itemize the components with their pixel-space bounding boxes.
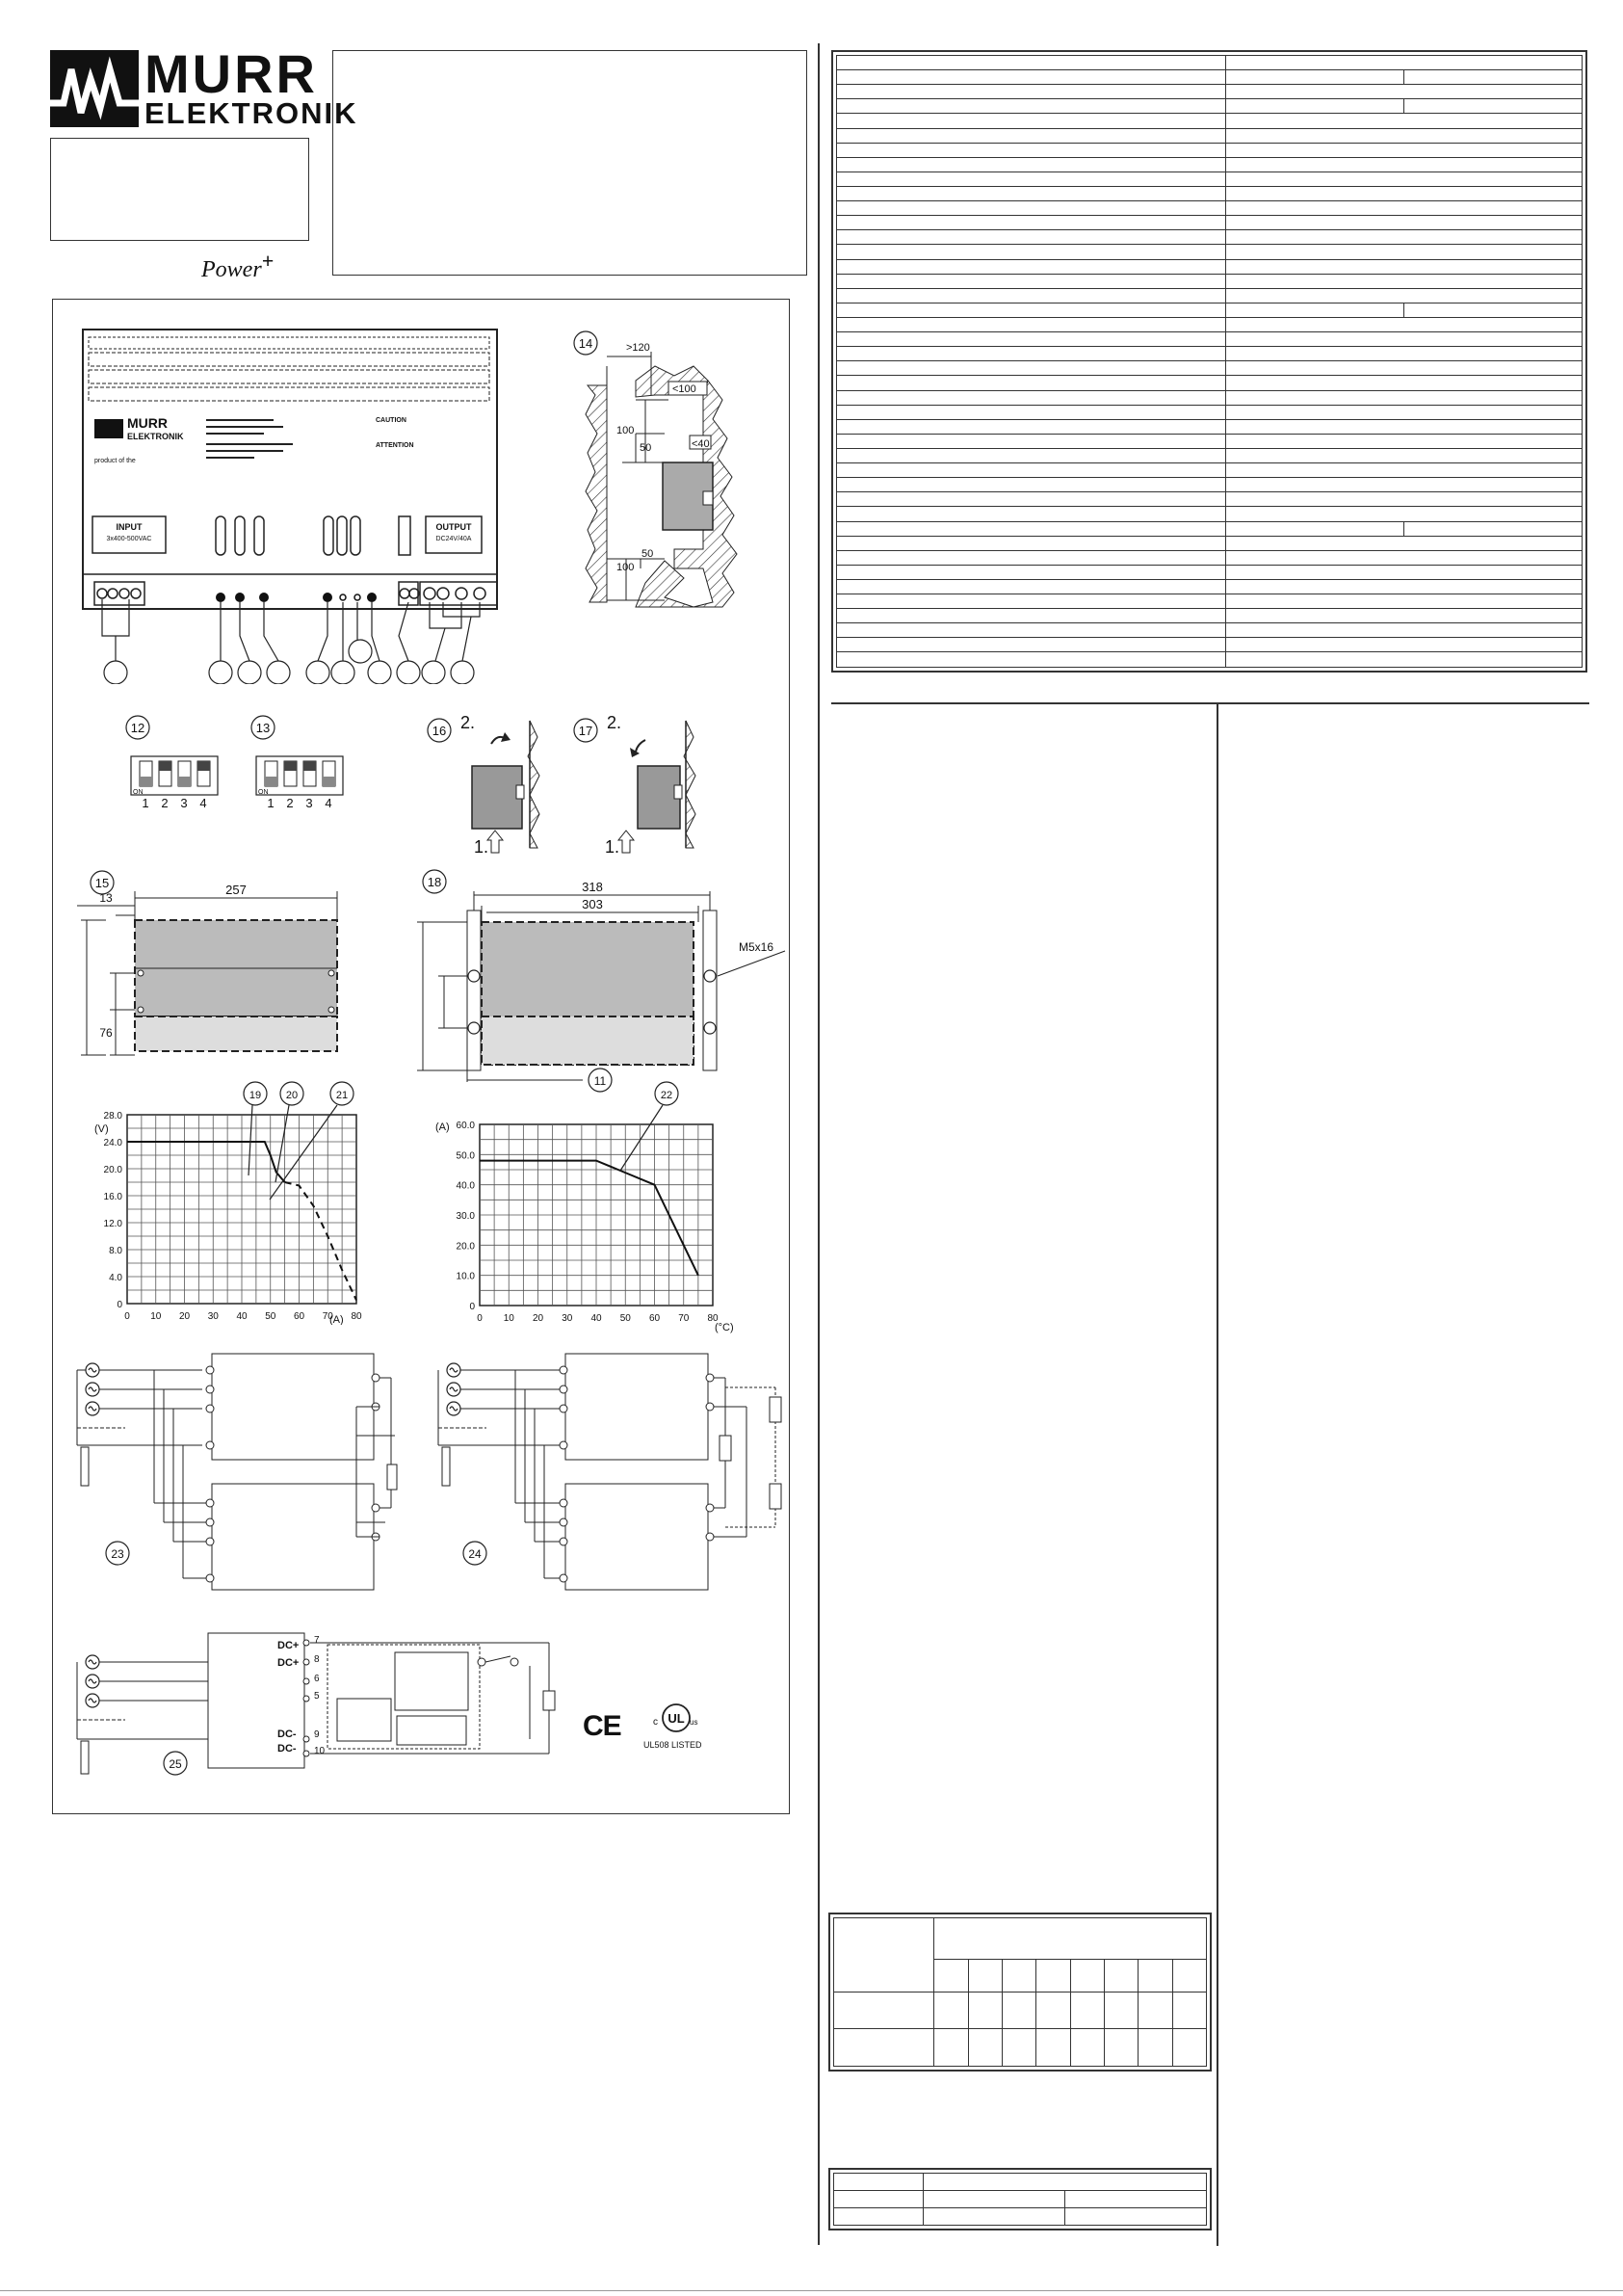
series-logo-mark: + xyxy=(261,249,275,273)
device-caution: CAUTION xyxy=(376,417,406,424)
dim-width-303: 303 xyxy=(582,897,603,911)
device-front-view xyxy=(81,328,505,684)
dim-clearance-top: >120 xyxy=(626,342,650,354)
chart1-ytick: 0 xyxy=(117,1300,122,1310)
fold-line xyxy=(0,2290,1623,2291)
dip-switch-13 xyxy=(249,713,354,829)
chart2-xlabel: (°C) xyxy=(715,1322,734,1333)
chart2-ylabel: (A) xyxy=(435,1122,450,1133)
wiring25-t7: 7 xyxy=(314,1635,320,1646)
dim-screw: M5x16 xyxy=(739,940,774,954)
section-rule xyxy=(831,702,1589,704)
chart2-grid xyxy=(480,1124,713,1306)
mount-step-16 xyxy=(422,713,566,858)
chart2-ytick: 10.0 xyxy=(456,1271,475,1282)
wiring25-t5: 5 xyxy=(314,1691,320,1702)
callout-16: 16 xyxy=(432,724,447,738)
ul-text: UL xyxy=(668,1711,685,1726)
chart1-xtick: 40 xyxy=(236,1311,248,1322)
chart2-xtick: 70 xyxy=(678,1313,690,1324)
chart1-xtick: 80 xyxy=(351,1311,362,1322)
dip12-pos3: 3 xyxy=(180,796,188,810)
callout-23: 23 xyxy=(111,1547,124,1561)
chart1-xlabel: (A) xyxy=(329,1314,344,1325)
step16-1: 1. xyxy=(474,837,489,857)
dim-clearance-50a: 50 xyxy=(640,442,652,454)
callout-14: 14 xyxy=(578,336,593,351)
derating-table xyxy=(828,1913,1212,2072)
brand-name: MURR xyxy=(144,43,318,104)
chart2-xtick: 20 xyxy=(532,1313,544,1324)
chart1-anno-20: 20 xyxy=(285,1090,299,1101)
chart1-xtick: 50 xyxy=(265,1311,276,1322)
wiring25-t9-label: DC- xyxy=(277,1729,297,1740)
ul-mark-icon xyxy=(647,1702,705,1738)
chart1-xtick: 10 xyxy=(150,1311,162,1322)
chart1-xtick: 60 xyxy=(293,1311,305,1322)
wiring25-t7-label: DC+ xyxy=(277,1640,300,1651)
device-product-of: product of the xyxy=(94,458,136,464)
series-logo xyxy=(201,249,274,283)
dim-offset-13: 13 xyxy=(99,891,113,905)
murr-logo-icon xyxy=(50,50,139,127)
chart1-ylabel: (V) xyxy=(94,1123,109,1135)
chart2-xtick: 60 xyxy=(648,1313,661,1324)
ul-listed-text: UL508 LISTED xyxy=(643,1740,702,1750)
dimension-drawing-18 xyxy=(409,862,795,1094)
address-box xyxy=(50,138,309,241)
ul-us: us xyxy=(690,1718,698,1727)
ce-mark: CE xyxy=(583,1710,621,1742)
wiring25-t6: 6 xyxy=(314,1674,320,1684)
derating-table-grid xyxy=(833,1917,1207,2067)
callout-25: 25 xyxy=(169,1757,182,1771)
column-divider-right xyxy=(1217,704,1218,2246)
step17-2: 2. xyxy=(607,713,622,732)
device-output-rating: DC24V/40A xyxy=(435,536,472,542)
callout-13: 13 xyxy=(255,721,271,735)
header-text-box xyxy=(332,50,807,276)
chart2-ytick: 40.0 xyxy=(456,1180,475,1192)
chart1-xtick: 30 xyxy=(207,1311,219,1322)
chart1-ytick: 8.0 xyxy=(109,1246,122,1256)
dim-clearance-side: <100 xyxy=(672,383,696,395)
chart2-ytick: 50.0 xyxy=(456,1150,475,1162)
wiring-series-24 xyxy=(429,1349,785,1599)
wiring25-t8-label: DC+ xyxy=(277,1657,300,1669)
dip13-pos2: 2 xyxy=(286,796,294,810)
callout-11: 11 xyxy=(593,1074,607,1088)
wiring-relay-25 xyxy=(67,1623,568,1778)
chart2-xtick: 30 xyxy=(562,1313,573,1324)
step16-2: 2. xyxy=(460,713,476,732)
spec-table xyxy=(831,50,1587,673)
device-input-title: INPUT xyxy=(116,522,143,532)
device-output-title: OUTPUT xyxy=(435,522,472,532)
series-logo-text: Power xyxy=(201,257,262,282)
chart2-anno-22: 22 xyxy=(660,1090,673,1101)
chart2-ytick: 60.0 xyxy=(456,1121,475,1131)
dip12-pos2: 2 xyxy=(161,796,169,810)
dim-clearance-100a: 100 xyxy=(616,425,635,436)
device-brand-text: MURR xyxy=(127,415,168,431)
chart1-ytick: 16.0 xyxy=(103,1192,122,1202)
dip13-pos3: 3 xyxy=(305,796,313,810)
chart1-grid xyxy=(127,1115,356,1304)
chart2-xtick: 80 xyxy=(707,1313,719,1324)
dip13-on: ON xyxy=(258,789,269,796)
chart2-ytick: 20.0 xyxy=(456,1241,475,1253)
dip-switch-12 xyxy=(123,713,229,829)
chart1-ytick: 4.0 xyxy=(109,1273,122,1283)
chart2-xtick: 40 xyxy=(590,1313,602,1324)
callout-24: 24 xyxy=(468,1547,482,1561)
order-table xyxy=(828,2168,1212,2230)
chart1-ytick: 28.0 xyxy=(103,1111,122,1122)
device-brand-subtext: ELEKTRONIK xyxy=(127,432,184,441)
dip12-pos4: 4 xyxy=(199,796,207,810)
column-divider-left xyxy=(818,43,820,2245)
chart1-xtick: 20 xyxy=(178,1311,191,1322)
dimension-drawing-15 xyxy=(67,867,356,1060)
chart1-ytick: 12.0 xyxy=(103,1219,122,1229)
device-input-rating: 3x400-500VAC xyxy=(106,536,152,542)
wiring25-t10: 10 xyxy=(314,1746,326,1756)
callout-15: 15 xyxy=(94,876,110,890)
wiring25-t10-label: DC- xyxy=(277,1743,297,1755)
step17-1: 1. xyxy=(605,837,620,857)
chart2-xtick: 50 xyxy=(619,1313,631,1324)
dip13-pos1: 1 xyxy=(267,796,275,810)
dim-width-257: 257 xyxy=(225,883,247,897)
mount-step-17 xyxy=(568,713,713,858)
brand-subname: ELEKTRONIK xyxy=(144,96,358,130)
chart1-anno-19: 19 xyxy=(249,1090,262,1101)
dim-width-318: 318 xyxy=(582,880,603,894)
ul-c: c xyxy=(653,1717,658,1728)
dim-height-76: 76 xyxy=(99,1026,113,1040)
dip12-on: ON xyxy=(133,789,144,796)
callout-12: 12 xyxy=(130,721,145,735)
chart2-ytick: 0 xyxy=(469,1302,475,1312)
wiring25-t9: 9 xyxy=(314,1729,320,1740)
dim-clearance-50b: 50 xyxy=(641,548,654,560)
chart1-anno-21: 21 xyxy=(335,1090,349,1101)
chart1-ytick: 24.0 xyxy=(103,1138,122,1148)
spec-table-grid xyxy=(836,55,1583,668)
callout-17: 17 xyxy=(578,724,593,738)
chart-current-temperature xyxy=(424,1074,771,1334)
dim-clearance-40: <40 xyxy=(692,438,710,450)
chart1-xtick: 0 xyxy=(124,1311,130,1322)
wiring25-t8: 8 xyxy=(314,1654,320,1665)
chart-voltage-current xyxy=(67,1074,385,1325)
chart2-ytick: 30.0 xyxy=(456,1211,475,1222)
chart2-xtick: 0 xyxy=(477,1313,483,1324)
chart1-xtick: 70 xyxy=(322,1311,333,1322)
chart1-ytick: 20.0 xyxy=(103,1165,122,1175)
dip13-pos4: 4 xyxy=(325,796,332,810)
callout-18: 18 xyxy=(427,875,442,889)
dim-clearance-100b: 100 xyxy=(616,562,635,573)
chart2-xtick: 10 xyxy=(503,1313,514,1324)
clearance-drawing xyxy=(568,328,775,621)
wiring-parallel-23 xyxy=(67,1349,409,1599)
dip12-pos1: 1 xyxy=(142,796,149,810)
device-attention: ATTENTION xyxy=(376,442,414,449)
order-table-grid xyxy=(833,2173,1207,2226)
